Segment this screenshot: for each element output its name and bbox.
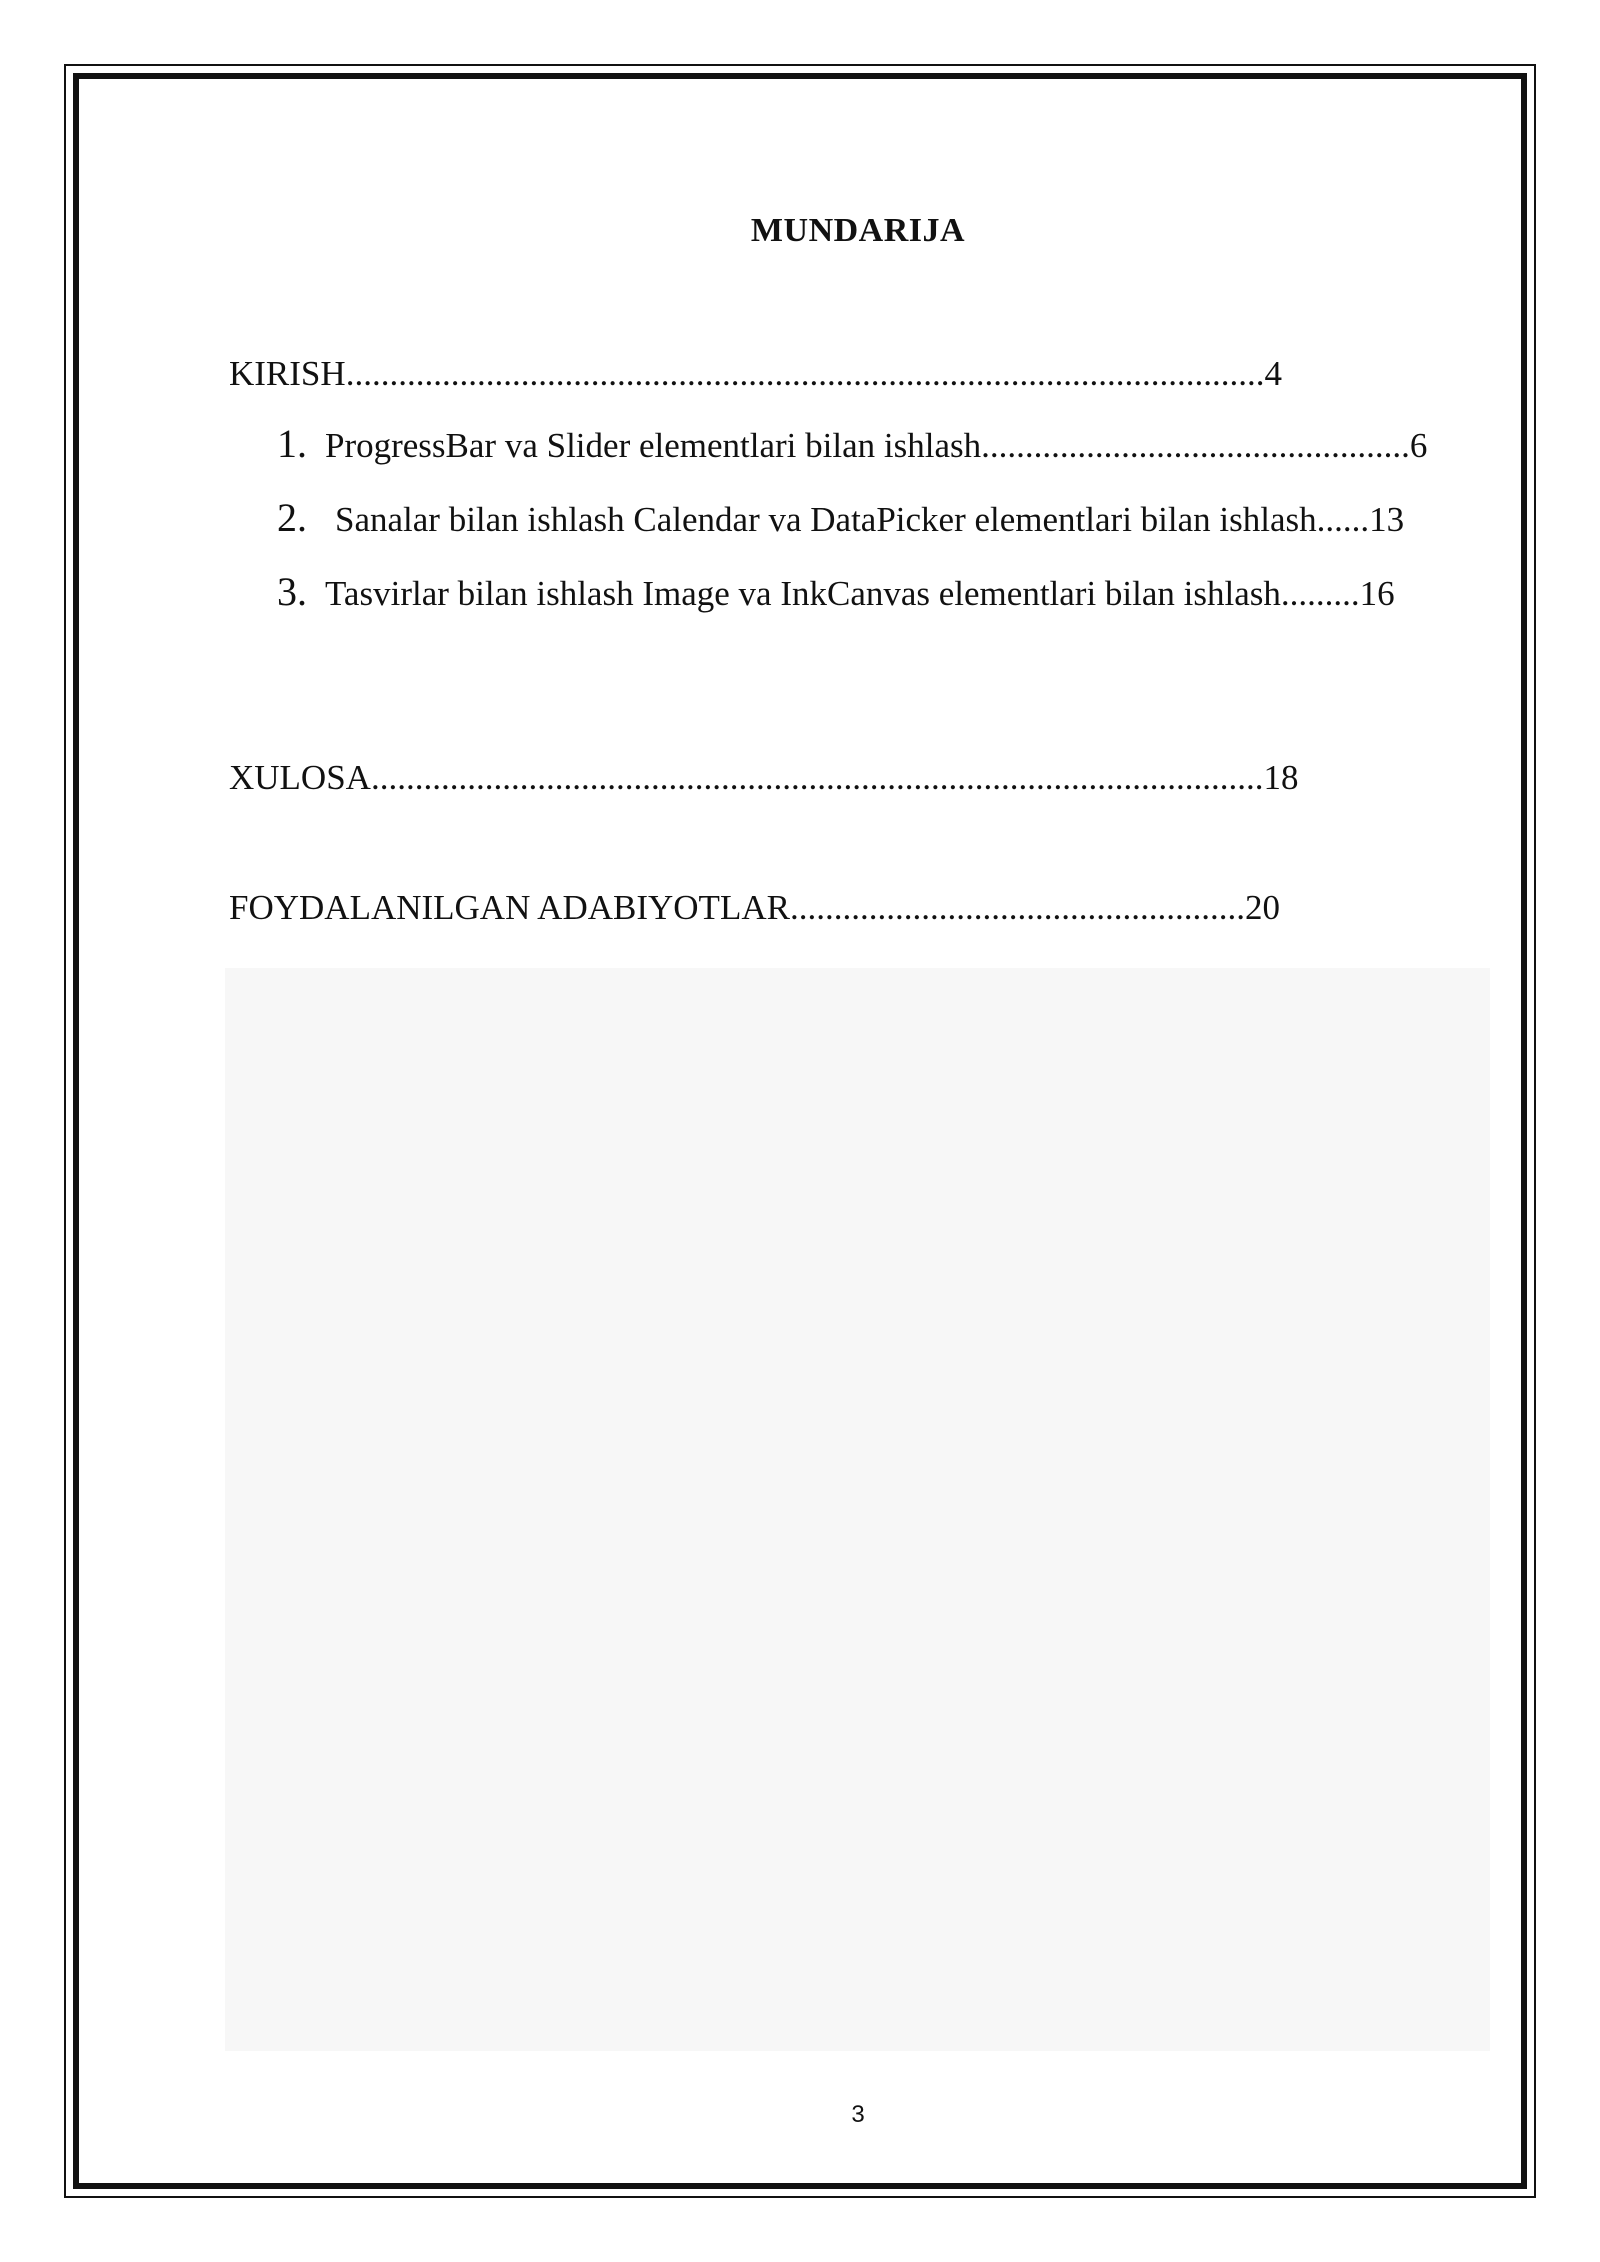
page-number: 3 — [851, 2101, 865, 2128]
blank-image-placeholder — [225, 968, 1490, 2051]
toc-leader-dots: ................................................ — [989, 426, 1410, 465]
toc-entry-xulosa[interactable] — [229, 760, 1298, 795]
page-title: MUNDARIJA — [750, 212, 966, 249]
toc-entry-label: KIRISH — [229, 354, 346, 393]
toc-leader-dots: ...... — [1316, 500, 1370, 539]
toc-entry-number: 3. — [277, 569, 307, 614]
toc-entry-label: Tasvirlar bilan ishlash Image va InkCanvas elementlari bilan ishlash — [325, 574, 1281, 613]
toc-page-number: 20 — [1244, 888, 1280, 927]
toc-entry-label: ProgressBar va Slider elementlari bilan ishlash. — [325, 426, 990, 465]
toc-page-number: 18 — [1263, 758, 1299, 797]
toc-entry-kirish[interactable] — [229, 356, 1282, 391]
toc-page-number: 13 — [1369, 500, 1405, 539]
toc-leader-dots: ......... — [1280, 574, 1360, 613]
toc-leader-dots: ......................................................................................................... — [345, 354, 1265, 393]
toc-entry-number: 2. — [277, 495, 307, 540]
toc-entry-foydalanilgan-adabiyotlar[interactable] — [229, 890, 1280, 925]
toc-entry-label: FOYDALANILGAN ADABIYOTLAR — [229, 888, 790, 927]
toc-entry-3[interactable] — [277, 569, 1395, 614]
toc-entry-label: Sanalar bilan ishlash Calendar va DataPicker elementlari bilan ishlash — [335, 500, 1317, 539]
toc-entry-2[interactable] — [277, 495, 1405, 540]
toc-page-number: 16 — [1359, 574, 1395, 613]
toc-leader-dots: ...................................................................................................... — [370, 758, 1264, 797]
toc-page-number: 4 — [1264, 354, 1282, 393]
toc-entry-1[interactable] — [277, 421, 1428, 466]
toc-page-number: 6 — [1409, 426, 1428, 465]
toc-entry-label: XULOSA — [229, 758, 371, 797]
toc-leader-dots: .................................................... — [789, 888, 1245, 927]
toc-entry-number: 1. — [277, 421, 307, 466]
